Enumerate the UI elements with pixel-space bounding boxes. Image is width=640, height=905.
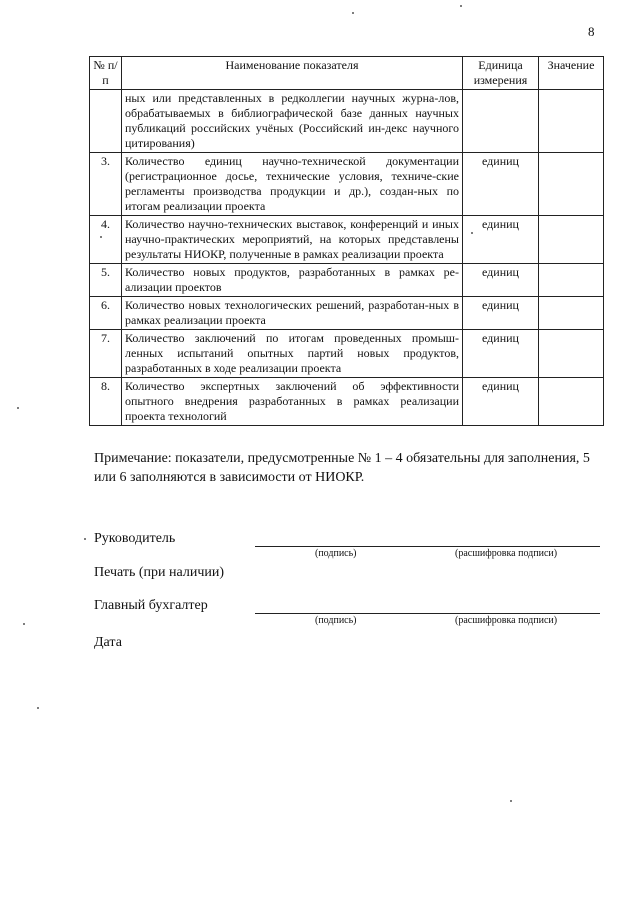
row-unit: единиц [463,153,539,216]
scan-speck [84,538,86,540]
scan-speck [352,12,354,14]
table-row [90,153,604,216]
row-number: 3. [90,153,122,216]
row-value [539,330,604,378]
header-unit: Единица измерения [463,57,539,90]
row-unit [463,90,539,153]
indicators-table [89,56,604,426]
row-number [90,90,122,153]
row-value [539,264,604,297]
row-unit: единиц [463,378,539,426]
scan-speck [471,232,473,234]
table-row [90,90,604,153]
row-name: Количество экспертных заключений об эффективности опытного внедрения разработанных в рамках реализации проекта технологий [122,378,463,426]
row-unit: единиц [463,297,539,330]
date-label: Дата [94,635,122,650]
table-row [90,264,604,297]
head-label: Руководитель [94,531,176,546]
head-decoding-caption: (расшифровка подписи) [455,548,558,559]
row-name: Количество новых технологических решений, разработан-ных в рамках реализации проекта [122,297,463,330]
scan-speck [37,707,39,709]
row-value [539,378,604,426]
scan-speck [23,623,25,625]
row-number: 5. [90,264,122,297]
head-signature-caption: (подпись) [315,548,357,559]
row-number: 4. [90,216,122,264]
header-value: Значение [539,57,604,90]
table-header-row [90,57,604,90]
table-row [90,378,604,426]
row-name: Количество научно-технических выставок, конференций и иных научно-практических мероприятий, на которых представлены результаты НИОКР, полученные в рамках реализации проекта [122,216,463,264]
scan-speck [460,5,462,7]
row-number: 8. [90,378,122,426]
head-signature-line [255,546,600,547]
accountant-label: Главный бухгалтер [94,598,208,613]
row-value [539,297,604,330]
scan-speck [100,236,102,238]
stamp-label: Печать (при наличии) [94,565,225,580]
accountant-signature-caption: (подпись) [315,615,357,626]
table-row [90,216,604,264]
table-row [90,330,604,378]
header-number: № п/п [90,57,122,90]
row-value [539,90,604,153]
row-name: Количество заключений по итогам проведенных промыш-ленных испытаний опытных партий новых продуктов, разработанных в ходе реализации проекта [122,330,463,378]
row-unit: единиц [463,264,539,297]
row-unit: единиц [463,216,539,264]
row-value [539,216,604,264]
accountant-signature-line [255,613,600,614]
row-unit: единиц [463,330,539,378]
row-number: 7. [90,330,122,378]
note-text: Примечание: показатели, предусмотренные № 1 – 4 обязательны для заполнения, 5 или 6 заполняются в зависимости от НИОКР. [94,451,590,485]
header-name: Наименование показателя [122,57,463,90]
row-name: ных или представленных в редколлегии научных журна-лов, обрабатываемых в библиографической базе данных научных публикаций российских учёных (Российский ин-декс научного цитирования) [122,90,463,153]
accountant-decoding-caption: (расшифровка подписи) [455,615,558,626]
row-value [539,153,604,216]
scan-speck [510,800,512,802]
page-number: 8 [588,24,595,39]
row-name: Количество единиц научно-технической документации (регистрационное досье, технические условия, техниче-ские регламенты производства продукции и др.), создан-ных по итогам реализации проекта [122,153,463,216]
row-number: 6. [90,297,122,330]
scan-speck [17,407,19,409]
row-name: Количество новых продуктов, разработанных в рамках ре-ализации проектов [122,264,463,297]
table-row [90,297,604,330]
